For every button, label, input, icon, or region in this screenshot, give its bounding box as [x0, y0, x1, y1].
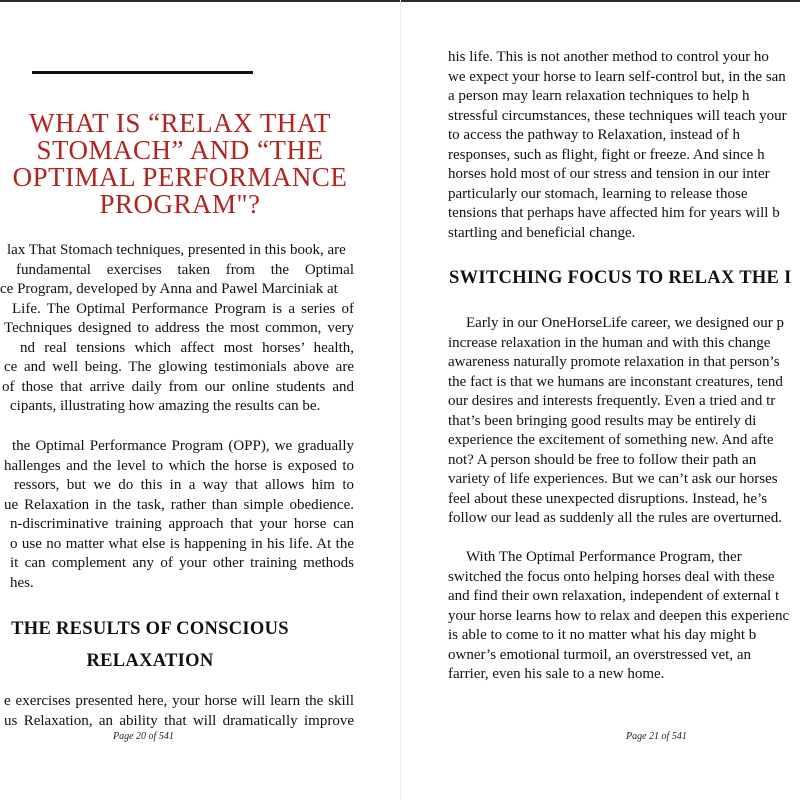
text-line: experience the excitement of something new. And afte — [448, 432, 774, 448]
text-line: Early in our OneHorseLife career, we designed our p — [466, 315, 785, 331]
chapter-title-line: OPTIMAL PERFORMANCE — [12, 162, 348, 192]
text-line: owner’s emotional turmoil, an overstressed vet, an — [448, 646, 751, 663]
text-line: is able to come to it no matter what his day might b — [448, 627, 757, 643]
section-heading-line: RELAXATION — [86, 651, 214, 671]
text-line: to access the pathway to Relaxation, instead of h — [448, 127, 740, 143]
text-line: lax That Stomach techniques, presented in this book, are — [7, 242, 346, 258]
text-line: our desires and interests frequently. Even a tried and tr — [448, 393, 776, 409]
text-line: horses hold most of our stress and tension in our inter — [448, 166, 770, 182]
text-line: Techniques designed to address the most common, very — [4, 320, 354, 336]
text-line: your horse learns how to relax and deepen this experienc — [448, 607, 790, 624]
chapter-title — [0, 110, 360, 218]
text-line: the fact is that we humans are inconstant creatures, tend — [448, 373, 783, 390]
text-line: stressful circumstances, these techniques will teach your — [448, 107, 787, 124]
right-paragraph-1 — [448, 48, 800, 243]
text-line: a person may learn relaxation techniques to help h — [448, 88, 750, 104]
section-heading: SWITCHING FOCUS TO RELAX THE I — [449, 268, 792, 288]
text-line: e exercises presented here, your horse will learn the skill — [4, 693, 354, 709]
page-number: Page 20 of 541 — [113, 731, 174, 742]
text-line: n-discriminative training approach that your horse can — [10, 516, 354, 532]
text-line: hes. — [10, 574, 34, 591]
left-paragraph-3 — [0, 692, 354, 731]
right-paragraph-3 — [448, 548, 800, 685]
text-line: o use no matter what else is happening in his life. At the — [10, 535, 354, 552]
text-line: that’s been bringing good results may be entirely di — [448, 412, 757, 429]
text-line: the Optimal Performance Program (OPP), we gradually — [12, 438, 354, 454]
text-line: switched the focus onto helping horses deal with these — [448, 568, 775, 585]
text-line: cipants, illustrating how amazing the results can be. — [10, 398, 321, 414]
text-line: feel about these unexpected disruptions. Instead, he’s — [448, 490, 768, 507]
text-line: not? A person should be free to follow their path an — [448, 451, 757, 468]
text-line: nd real tensions which affect most horses’ health, — [20, 339, 354, 356]
text-line: us Relaxation, an ability that will dramatically improve — [4, 712, 354, 729]
text-line: ce Program, developed by Anna and Pawel Marciniak at — [0, 281, 338, 297]
right-paragraph-2 — [448, 314, 800, 529]
text-line: and find their own relaxation, independent of external t — [448, 588, 780, 604]
left-paragraph-2 — [0, 437, 354, 593]
right-page — [400, 0, 800, 800]
chapter-title-line: STOMACH” AND “THE — [36, 135, 324, 165]
chapter-title-line: PROGRAM"? — [99, 189, 261, 219]
text-line: farrier, even his sale to a new home. — [448, 666, 665, 682]
text-line: increase relaxation in the human and with this change — [448, 334, 771, 351]
text-line: With The Optimal Performance Program, ther — [466, 549, 742, 565]
text-line: hallenges and the level to which the horse is exposed to — [4, 457, 354, 474]
page-number: Page 21 of 541 — [626, 731, 687, 742]
text-line: fundamental exercises taken from the Optimal — [16, 261, 354, 278]
left-paragraph-1 — [0, 241, 354, 417]
text-line: it can complement any of your other training methods — [10, 555, 354, 571]
text-line: variety of life experiences. But we can’t ask our horses — [448, 471, 778, 487]
text-line: we expect your horse to learn self-control but, in the san — [448, 68, 786, 85]
text-line: startling and beneficial change. — [448, 224, 636, 241]
text-line: tensions that perhaps have affected him for years will b — [448, 205, 780, 221]
text-line: ue Relaxation in the task, rather than simple obedience. — [4, 496, 354, 513]
text-line: of those that arrive daily from our online students and — [2, 378, 354, 395]
section-heading-line: THE RESULTS OF CONSCIOUS — [11, 619, 289, 639]
text-line: ressors, but we do this in a way that allows him to — [14, 477, 354, 493]
chapter-title-rule — [32, 71, 253, 74]
text-line: ce and well being. The glowing testimonials above are — [4, 359, 354, 375]
text-line: follow our lead as suddenly all the rules are overturned. — [448, 510, 783, 526]
chapter-title-line: WHAT IS “RELAX THAT — [29, 108, 331, 138]
text-line: responses, such as flight, fight or freeze. And since h — [448, 146, 765, 163]
text-line: awareness naturally promote relaxation in that person’s — [448, 354, 780, 370]
text-line: his life. This is not another method to control your ho — [448, 49, 769, 65]
section-heading — [0, 613, 300, 677]
text-line: particularly our stomach, learning to release those — [448, 185, 748, 202]
text-line: Life. The Optimal Performance Program is a series of — [12, 300, 354, 317]
